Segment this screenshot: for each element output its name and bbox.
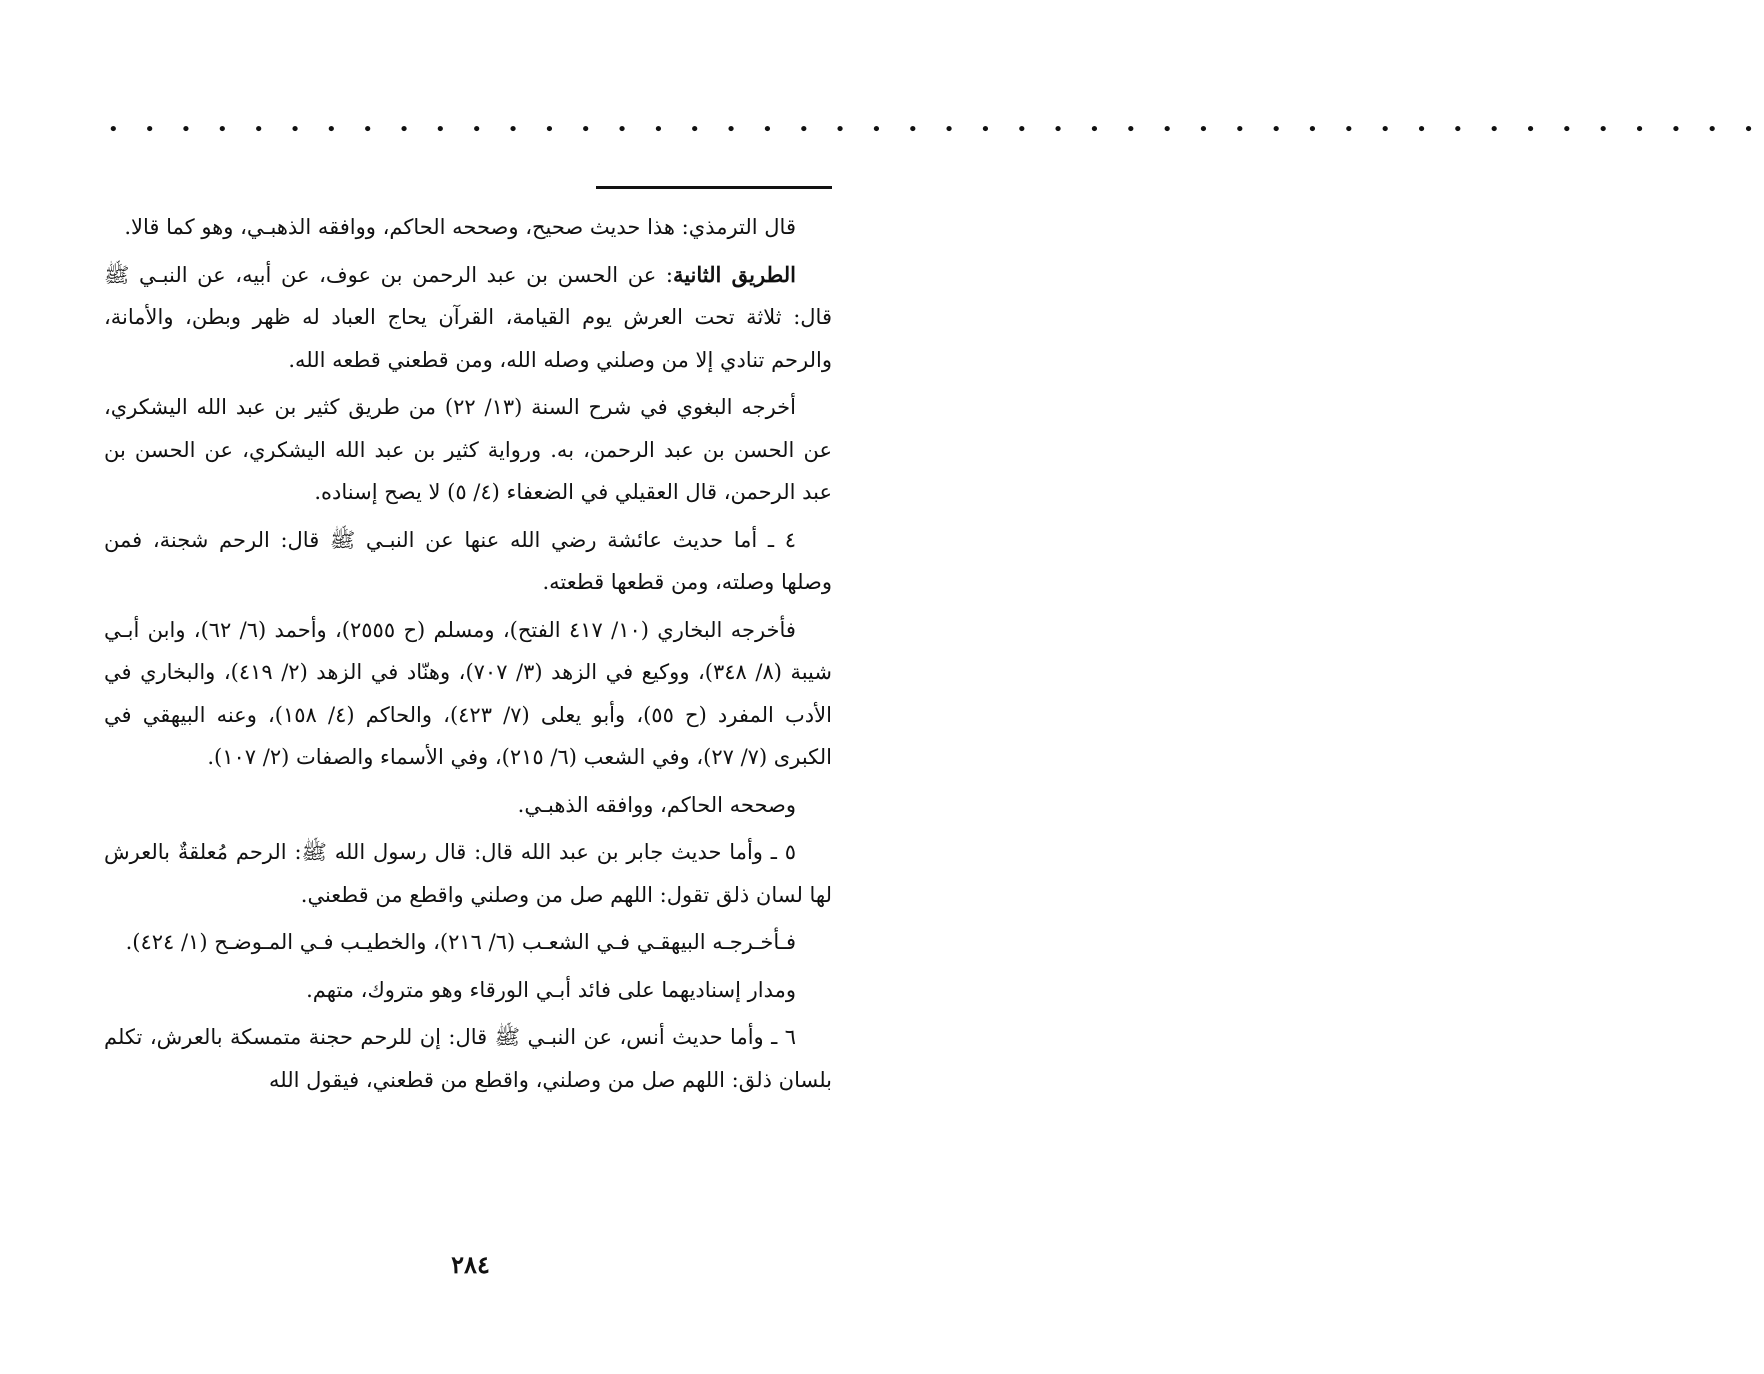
paragraph-bayhaqi-takhrij (104, 921, 832, 964)
paragraph-text: فأخرجه البخاري (١٠/ ٤١٧ الفتح)، ومسلم (ح ٢٥٥٥)، وأحمد (٦/ ٦٢)، وابن أبـي شيبة (٨/ ٣٤٨)، ووكيع في الزهد (٣/ ٧٠٧)، وهنّاد في الزهد (٢/ ٤١٩)، والبخاري في الأدب المفرد (ح ٥٥)، وأبو يعلى (٧/ ٤٢٣)، والحاكم (٤/ ١٥٨)، وعنه البيهقي في الكبرى (٧/ ٢٧)، وفي الشعب (٦/ ٢١٥)، وفي الأسماء والصفات (٢/ ١٠٧). (104, 617, 832, 769)
paragraph-text: قال الترمذي: هذا حديث صحيح، وصححه الحاكم، ووافقه الذهبـي، وهو كما قالا. (124, 215, 796, 239)
page-body (104, 206, 832, 1106)
paragraph-baghawi (104, 386, 832, 514)
page-number: ٢٨٤ (451, 1250, 490, 1279)
paragraph-isnad-note (104, 969, 832, 1012)
paragraph-text: فـأخـرجـه البيهقـي فـي الشعـب (٦/ ٢١٦)، والخطيـب فـي المـوضـح (١/ ٤٢٤). (125, 930, 796, 954)
footnote-rule (596, 186, 832, 189)
paragraph-text: وصححه الحاكم، ووافقه الذهبـي. (517, 792, 796, 817)
paragraph-text: ٦ ـ وأما حديث أنس، عن النبـي ﷺ قال: إن للرحم حجنة متمسكة بالعرش، تكلم بلسان ذلق: اللهم صل من وصلني، واقطع من قطعني، فيقول الله (104, 1025, 832, 1092)
paragraph-tirmidhi (104, 206, 832, 249)
paragraph-text: ٥ ـ وأما حديث جابر بن عبد الله قال: قال رسول الله ﷺ: الرحم مُعلقةٌ بالعرش لها لسان ذلق تقول: اللهم صل من وصلني واقطع من قطعني. (104, 840, 832, 907)
paragraph-text: ومدار إسناديهما على فائد أبـي الورقاء وهو متروك، متهم. (306, 977, 796, 1002)
separator-dots: • • • • • • • • • • • • • • • • • • • • • • • • • • • • • • • • • • • • • • • • • • • • • • (108, 119, 1764, 140)
paragraph-text: : عن الحسن بن عبد الرحمن بن عوف، عن أبيه، عن النبـي ﷺ قال: ثلاثة تحت العرش يوم القيامة، القرآن يحاج العباد له ظهر وبطن، والأمانة، والرحم تنادي إلا من وصلني وصله الله، ومن قطعني قطعه الله. (104, 262, 832, 372)
paragraph-hakim (104, 784, 832, 827)
paragraph-text: أخرجه البغوي في شرح السنة (١٣/ ٢٢) من طريق كثير بن عبد الله اليشكري، عن الحسن بن عبد الرحمن، به. ورواية كثير بن عبد الله اليشكري، عن الحسن بن عبد الرحمن، قال العقيلي في الضعفاء (٤/ ٥) لا يصح إسناده. (104, 395, 832, 504)
paragraph-text: ٤ ـ أما حديث عائشة رضي الله عنها عن النبـي ﷺ قال: الرحم شجنة، فمن وصلها وصلته، ومن قطعها قطعته. (104, 527, 832, 594)
paragraph-bukhari-takhrij (104, 609, 832, 779)
paragraph-aisha-hadith (104, 519, 832, 604)
paragraph-lead: الطريق الثانية (672, 261, 797, 287)
paragraph-second-route (104, 254, 832, 382)
paragraph-jabir-hadith (104, 831, 832, 916)
paragraph-anas-hadith (104, 1016, 832, 1101)
